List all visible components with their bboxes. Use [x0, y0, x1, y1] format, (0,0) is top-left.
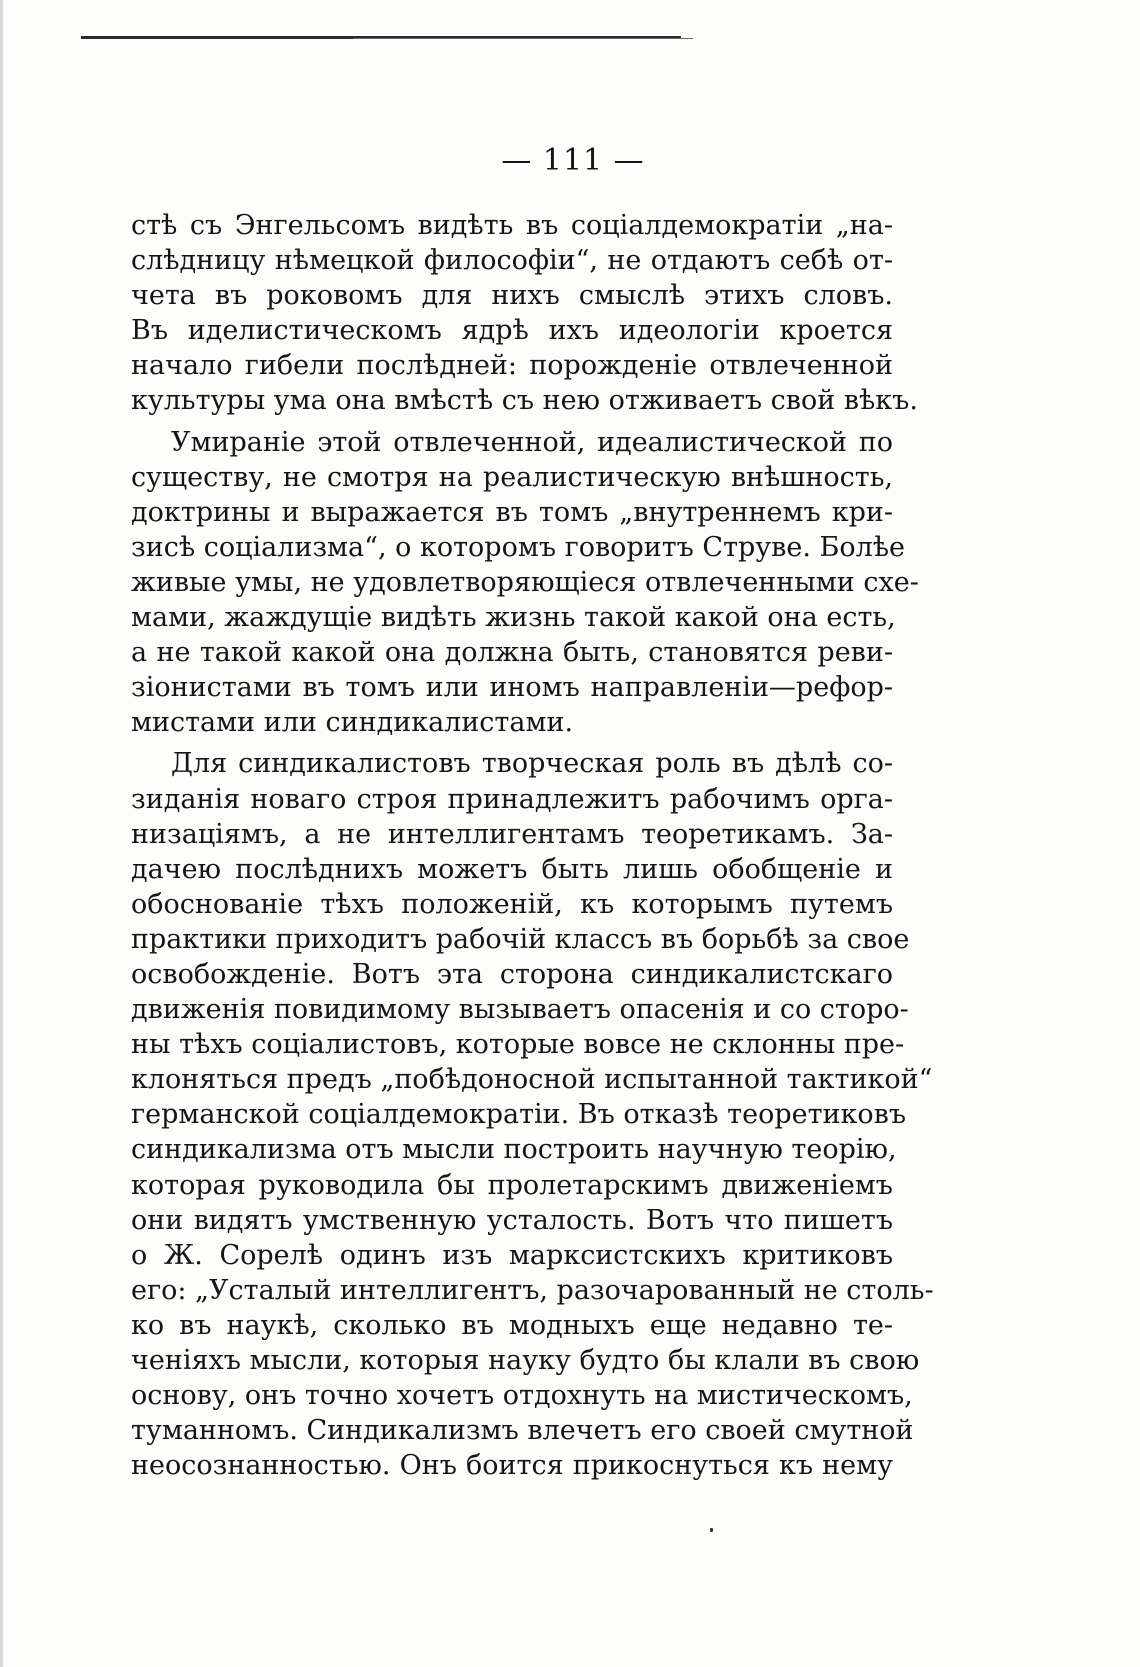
- text-line: доктрины и выражается въ томъ „внутреннемъ кри-: [131, 496, 893, 528]
- text-line: Для синдикалистовъ творческая роль въ дѣлѣ со-: [171, 748, 893, 780]
- text-line: чета въ роковомъ для нихъ смыслѣ этихъ словъ.: [131, 280, 893, 312]
- text-line: зиданія новаго строя принадлежитъ рабочимъ орга-: [131, 783, 893, 815]
- text-line: мистами или синдикалистами.: [131, 707, 574, 739]
- text-line: низаціямъ, а не интеллигентамъ теоретикамъ. За-: [131, 818, 893, 850]
- text-line: клоняться предъ „побѣдоносной испытанной тактикой“: [131, 1064, 933, 1096]
- text-line: германской соціалдемократіи. Въ отказѣ теоретиковъ: [131, 1099, 907, 1131]
- text-line: культуры ума она вмѣстѣ съ нею отживаетъ свой вѣкъ.: [131, 385, 918, 417]
- paragraph-3: [131, 746, 934, 1483]
- text-line: Въ иделистическомъ ядрѣ ихъ идеологіи кроется: [131, 315, 893, 347]
- text-line: слѣдницу нѣмецкой философіи“, не отдаютъ себѣ от-: [131, 245, 893, 277]
- text-line: основу, онъ точно хочетъ отдохнуть на мистическомъ,: [131, 1380, 913, 1412]
- text-line: практики приходитъ рабочій классъ въ борьбѣ за свое: [131, 923, 910, 955]
- paragraph-1: [131, 208, 918, 419]
- text-line: которая руководила бы пролетарскимъ движеніемъ: [131, 1169, 893, 1201]
- text-line: Умираніе этой отвлеченной, идеалистической по: [171, 426, 893, 458]
- text-line: обоснованіе тѣхъ положеній, къ которымъ путемъ: [131, 888, 893, 920]
- text-line: зисѣ соціализма“, о которомъ говоритъ Струве. Болѣе: [131, 531, 906, 563]
- text-line: освобожденіе. Вотъ эта сторона синдикалистскаго: [131, 958, 893, 990]
- text-line: ченіяхъ мысли, которыя науку будто бы клали въ свою: [131, 1345, 920, 1376]
- text-line: стѣ съ Энгельсомъ видѣть въ соціалдемократіи „на-: [131, 210, 893, 241]
- text-line: его: „Усталый интеллигентъ, разочарованный не столь-: [131, 1274, 934, 1306]
- text-line: синдикализма отъ мысли построить научную теорію,: [131, 1134, 897, 1166]
- text-line: туманномъ. Синдикализмъ влечетъ его своей смутной: [131, 1415, 914, 1447]
- page-number: — 111 —: [501, 143, 645, 178]
- text-line: ны тѣхъ соціалистовъ, которые вовсе не склонны пре-: [131, 1029, 905, 1061]
- text-line: они видятъ умственную усталость. Вотъ что пишетъ: [131, 1204, 893, 1236]
- text-line: зіонистами въ томъ или иномъ направленіи—рефор-: [131, 672, 893, 704]
- text-line: о Ж. Сорелѣ одинъ изъ марксистскихъ критиковъ: [131, 1239, 893, 1271]
- text-line: дачею послѣднихъ можетъ быть лишь обобщеніе и: [131, 853, 893, 885]
- text-line: ко въ наукѣ, сколько въ модныхъ еще недавно те-: [131, 1309, 893, 1341]
- top-rule-line-faint: [353, 38, 693, 39]
- body-text: [131, 208, 934, 1483]
- text-line: мами, жаждущіе видѣть жизнь такой какой она есть,: [131, 602, 896, 634]
- text-line: а не такой какой она должна быть, становятся реви-: [131, 637, 893, 669]
- text-line: начало гибели послѣдней: порожденіе отвлеченной: [131, 350, 893, 382]
- text-line: существу, не смотря на реалистическую внѣшность,: [131, 461, 893, 493]
- text-line: неосознанностью. Онъ боится прикоснуться къ нему: [131, 1450, 893, 1482]
- paragraph-2: [131, 425, 919, 741]
- text-line: живые умы, не удовлетворяющіеся отвлеченными схе-: [131, 566, 919, 598]
- print-speck: [710, 1528, 713, 1532]
- text-line: движенія повидимому вызываетъ опасенія и со сторо-: [131, 994, 909, 1026]
